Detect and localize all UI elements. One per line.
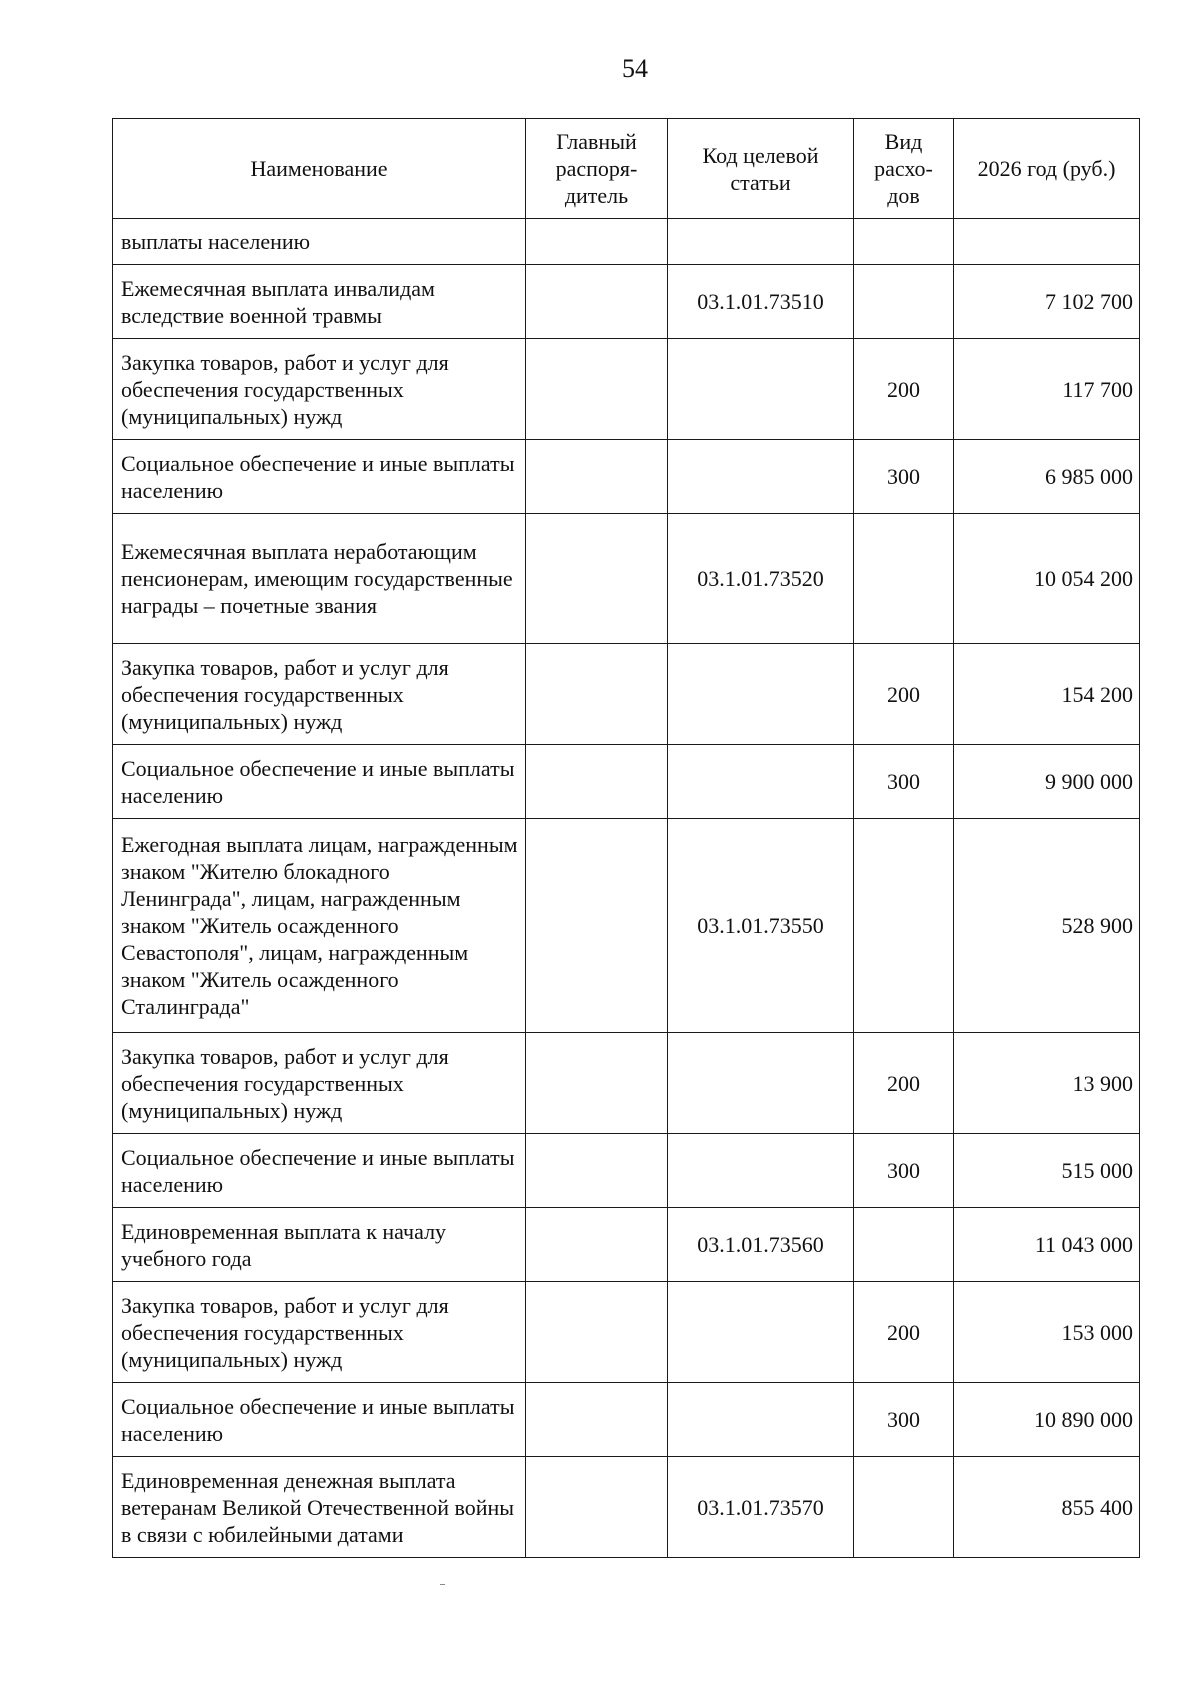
table-row — [113, 819, 1140, 1033]
cell-amount: 154 200 — [954, 644, 1140, 745]
cell-expense-type: 300 — [854, 1134, 954, 1208]
table-row — [113, 644, 1140, 745]
cell-amount: 10 890 000 — [954, 1383, 1140, 1457]
cell-code — [668, 644, 854, 745]
page-number: 54 — [622, 54, 648, 83]
cell-code: 03.1.01.73550 — [668, 819, 854, 1033]
cell-expense-type: 200 — [854, 644, 954, 745]
cell-administrator — [526, 644, 668, 745]
table-row — [113, 265, 1140, 339]
table-row — [113, 514, 1140, 644]
header-row — [113, 119, 1140, 219]
cell-expense-type: 300 — [854, 1383, 954, 1457]
cell-amount: 9 900 000 — [954, 745, 1140, 819]
cell-expense-type — [854, 1457, 954, 1558]
cell-administrator — [526, 440, 668, 514]
cell-name: Закупка товаров, работ и услуг для обеспечения государственных (муниципальных) нужд — [113, 1033, 526, 1134]
header-amount: 2026 год (руб.) — [954, 119, 1140, 219]
cell-amount: 7 102 700 — [954, 265, 1140, 339]
cell-code — [668, 1282, 854, 1383]
cell-amount: 13 900 — [954, 1033, 1140, 1134]
table-row — [113, 1033, 1140, 1134]
cell-name: Единовременная денежная выплата ветеранам Великой Отечественной войны в связи с юбилейными датами — [113, 1457, 526, 1558]
table-row — [113, 1383, 1140, 1457]
table-body — [113, 219, 1140, 1558]
cell-amount: 117 700 — [954, 339, 1140, 440]
cell-amount: 855 400 — [954, 1457, 1140, 1558]
cell-name: выплаты населению — [113, 219, 526, 265]
cell-administrator — [526, 1383, 668, 1457]
cell-administrator — [526, 265, 668, 339]
cell-name: Закупка товаров, работ и услуг для обеспечения государственных (муниципальных) нужд — [113, 339, 526, 440]
header-code: Код целевой статьи — [668, 119, 854, 219]
cell-expense-type — [854, 819, 954, 1033]
cell-administrator — [526, 1208, 668, 1282]
cell-name: Социальное обеспечение и иные выплаты населению — [113, 745, 526, 819]
cell-administrator — [526, 819, 668, 1033]
cell-code — [668, 219, 854, 265]
cell-code — [668, 339, 854, 440]
cell-name: Ежемесячная выплата инвалидам вследствие военной травмы — [113, 265, 526, 339]
table-row — [113, 1208, 1140, 1282]
cell-name: Ежегодная выплата лицам, награжденным знаком "Жителю блокадного Ленинграда", лицам, награжденным знаком "Житель осажденного Севастополя", лицам, награжденным знаком "Житель осажденного Сталинграда" — [113, 819, 526, 1033]
cell-name: Ежемесячная выплата неработающим пенсионерам, имеющим государственные награды – почетные звания — [113, 514, 526, 644]
cell-code — [668, 1033, 854, 1134]
cell-expense-type — [854, 219, 954, 265]
cell-administrator — [526, 745, 668, 819]
cell-expense-type: 200 — [854, 1282, 954, 1383]
budget-table — [112, 118, 1140, 1558]
cell-name: Социальное обеспечение и иные выплаты населению — [113, 1134, 526, 1208]
cell-name: Закупка товаров, работ и услуг для обеспечения государственных (муниципальных) нужд — [113, 1282, 526, 1383]
cell-administrator — [526, 339, 668, 440]
cell-amount: 153 000 — [954, 1282, 1140, 1383]
cell-expense-type: 300 — [854, 745, 954, 819]
cell-expense-type — [854, 514, 954, 644]
table-row — [113, 440, 1140, 514]
table-row — [113, 339, 1140, 440]
cell-administrator — [526, 1457, 668, 1558]
cell-name: Закупка товаров, работ и услуг для обеспечения государственных (муниципальных) нужд — [113, 644, 526, 745]
cell-name: Социальное обеспечение и иные выплаты населению — [113, 440, 526, 514]
cell-expense-type — [854, 265, 954, 339]
table-row — [113, 745, 1140, 819]
header-expense-type: Вид расхо-дов — [854, 119, 954, 219]
cell-administrator — [526, 514, 668, 644]
cell-name: Социальное обеспечение и иные выплаты населению — [113, 1383, 526, 1457]
cell-administrator — [526, 1033, 668, 1134]
cell-expense-type: 300 — [854, 440, 954, 514]
table-row — [113, 219, 1140, 265]
scan-speck — [440, 1584, 445, 1585]
cell-expense-type: 200 — [854, 1033, 954, 1134]
cell-code: 03.1.01.73560 — [668, 1208, 854, 1282]
cell-code — [668, 1383, 854, 1457]
cell-code — [668, 440, 854, 514]
table-header — [113, 119, 1140, 219]
cell-amount: 10 054 200 — [954, 514, 1140, 644]
cell-administrator — [526, 219, 668, 265]
cell-expense-type: 200 — [854, 339, 954, 440]
cell-amount: 528 900 — [954, 819, 1140, 1033]
cell-code: 03.1.01.73570 — [668, 1457, 854, 1558]
cell-expense-type — [854, 1208, 954, 1282]
cell-amount: 11 043 000 — [954, 1208, 1140, 1282]
header-administrator: Главный распоря-дитель — [526, 119, 668, 219]
cell-code: 03.1.01.73520 — [668, 514, 854, 644]
cell-amount: 6 985 000 — [954, 440, 1140, 514]
cell-amount: 515 000 — [954, 1134, 1140, 1208]
cell-code: 03.1.01.73510 — [668, 265, 854, 339]
cell-name: Единовременная выплата к началу учебного года — [113, 1208, 526, 1282]
cell-administrator — [526, 1134, 668, 1208]
cell-code — [668, 745, 854, 819]
table-row — [113, 1457, 1140, 1558]
cell-code — [668, 1134, 854, 1208]
cell-administrator — [526, 1282, 668, 1383]
table-row — [113, 1282, 1140, 1383]
cell-amount — [954, 219, 1140, 265]
table-row — [113, 1134, 1140, 1208]
header-name: Наименование — [113, 119, 526, 219]
